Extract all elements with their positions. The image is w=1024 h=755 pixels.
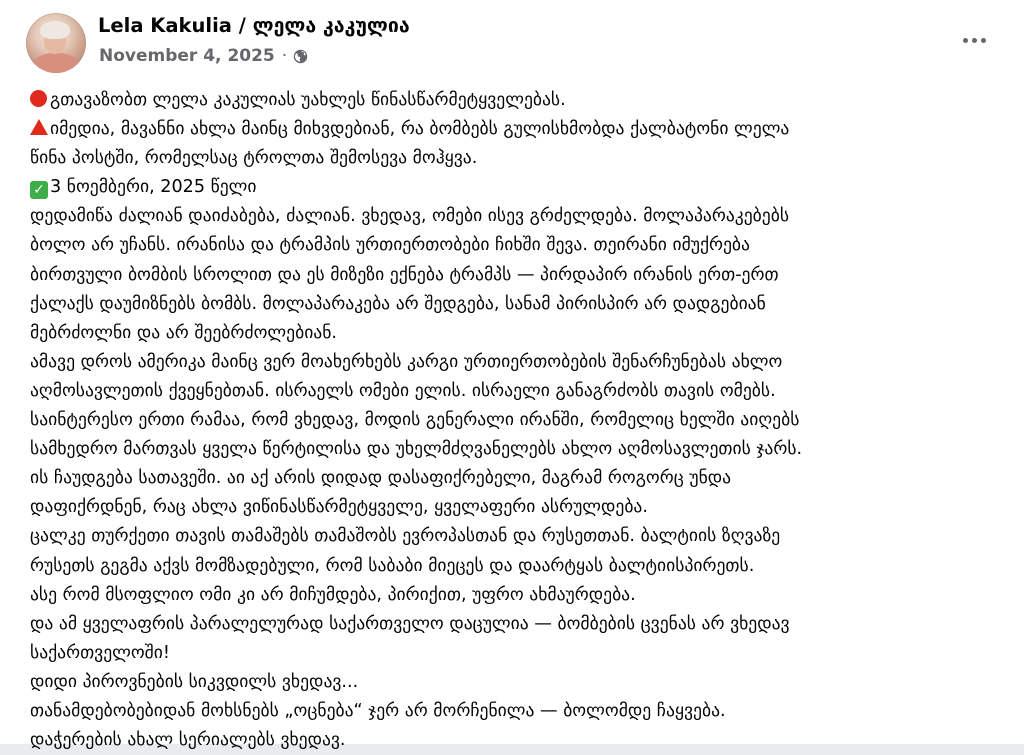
post-line <box>30 144 1012 173</box>
post-line-text: ასე რომ მსოფლიო ომი კი არ მიჩუმდება, პირიქით, უფრო ახმაურდება. <box>30 584 636 605</box>
post-line-text: დაჭერების ახალ სერიალებს ვხედავ. <box>30 730 346 751</box>
post-line-text: ბირთვული ბომბის სროლით და ეს მიზეზი ექნება ტრამპს — პირდაპირ ირანის ერთ-ერთ <box>30 264 779 285</box>
post-line-text: საინტერესო ერთი რამაა, რომ ვხედავ, მოდის გენერალი ირანში, რომელიც ხელში აიღებს <box>30 410 800 431</box>
post-line <box>30 668 1012 697</box>
red-triangle-emoji-icon <box>30 119 48 135</box>
post-line-text: და ამ ყველაფრის პარალელურად საქართველო დაცულია — ბომბების ცვენას არ ვხედავ <box>30 613 790 634</box>
post-line <box>30 435 1012 464</box>
post-line <box>30 261 1012 290</box>
post-line <box>30 726 1012 755</box>
post-line <box>30 319 1012 348</box>
post-line-text: წინა პოსტში, რომელსაც ტროლთა შემოსევა მოჰყვა. <box>30 148 478 169</box>
avatar-figure-body <box>32 53 80 73</box>
post-line <box>30 610 1012 639</box>
post-line <box>30 552 1012 581</box>
post-line-text: იმედია, მავანნი ახლა მაინც მიხვდებიან, რა ბომბებს გულისხმობდა ქალბატონი ლელა <box>50 119 790 140</box>
post-meta <box>99 46 308 66</box>
globe-icon[interactable] <box>293 49 308 64</box>
post-line-text: დიდი პიროვნების სიკვდილს ვხედავ... <box>30 671 359 692</box>
post-line <box>30 115 1012 144</box>
post-line-text: ქალაქს დაუმიზნებს ბომბს. მოლაპარაკება არ შედგება, სანამ პირისპირ არ დადგებიან <box>30 293 766 314</box>
meta-separator: · <box>281 46 288 66</box>
post-line-text: დაფიქრდნენ, რაც ახლა ვიწინასწარმეტყველე, ყველაფერი ასრულდება. <box>30 497 648 518</box>
post-line-text: თანამდებობებიდან მოხსნებს „ოცნება“ ჯერ არ მორჩენილა — ბოლომდე ჩაყვება. <box>30 700 726 721</box>
post-line <box>30 202 1012 231</box>
more-options-button[interactable] <box>958 28 990 52</box>
post-line-text: ამავე დროს ამერიკა მაინც ვერ მოახერხებს კარგი ურთიერთობების შენარჩუნებას ახლო <box>30 351 783 372</box>
post-line <box>30 348 1012 377</box>
post-line <box>30 697 1012 726</box>
post-line-text: რუსეთს გეგმა აქვს მომზადებული, რომ საბაბი მიეცეს და დაარტყას ბალტიისპირეთს. <box>30 555 755 576</box>
post-line-text: საქართველოში! <box>30 642 170 663</box>
post-line-text: ბოლო არ უჩანს. ირანისა და ტრამპის ურთიერთობები ჩიხში შევა. თეირანი იმუქრება <box>30 235 750 256</box>
check-mark-emoji-icon: ✓ <box>30 181 48 199</box>
post-line <box>30 86 1012 115</box>
post-text <box>30 86 1012 755</box>
author-name-link[interactable]: Lela Kakulia / ლელა კაკულია <box>98 14 410 37</box>
post-line <box>30 639 1012 668</box>
red-circle-emoji-icon <box>30 90 47 107</box>
avatar-figure-hair <box>40 21 70 39</box>
post-date-link[interactable]: November 4, 2025 <box>99 46 275 66</box>
more-dot-icon <box>981 38 986 43</box>
more-dot-icon <box>972 38 977 43</box>
post-line-text: მებრძოლნი და არ შეებრძოლებიან. <box>30 322 338 343</box>
post-header <box>0 0 1024 86</box>
more-dot-icon <box>963 38 968 43</box>
post-line <box>30 231 1012 260</box>
post-line-text: სამხედრო მართვას ყველა წერტილისა და უხელმძღვანელებს ახლო აღმოსავლეთის ჯარს. <box>30 439 803 460</box>
post-line-text: 3 ნოემბერი, 2025 წელი <box>50 177 257 198</box>
post-line-text: ის ჩაუდგება სათავეში. აი აქ არის დიდად დასაფიქრებელი, მაგრამ როგორც უნდა <box>30 468 732 489</box>
author-avatar[interactable] <box>26 13 86 73</box>
post-line <box>30 493 1012 522</box>
post-line <box>30 173 1012 202</box>
post-line-text: დედამიწა ძალიან დაიძაბება, ძალიან. ვხედავ, ომები ისევ გრძელდება. მოლაპარაკებებს <box>30 206 790 227</box>
post-line-text: აღმოსავლეთის ქვეყნებთან. ისრაელს ომები ელის. ისრაელი განაგრძობს თავის ომებს. <box>30 380 776 401</box>
post-line <box>30 581 1012 610</box>
post-line-text: გთავაზობთ ლელა კაკულიას უახლეს წინასწარმეტყველებას. <box>50 90 566 110</box>
post-line-text: ცალკე თურქეთი თავის თამაშებს თამაშობს ევროპასთან და რუსეთთან. ბალტიის ზღვაზე <box>30 526 781 547</box>
post-line <box>30 377 1012 406</box>
post-line <box>30 464 1012 493</box>
post-line <box>30 406 1012 435</box>
post-line <box>30 290 1012 319</box>
post-line <box>30 522 1012 551</box>
